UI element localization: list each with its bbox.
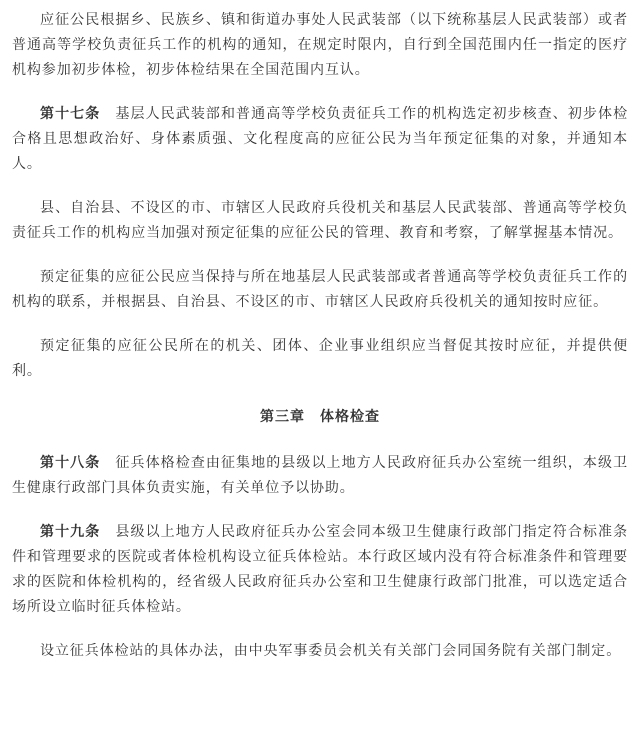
chapter-title: 第三章 体格检查 [260, 409, 380, 425]
paragraph [12, 196, 628, 246]
article-number: 第十九条 [40, 524, 101, 540]
paragraph [12, 265, 628, 315]
paragraph-text: 县级以上地方人民政府征兵办公室会同本级卫生健康行政部门指定符合标准条件和管理要求的医院或者体检机构设立征兵体检站。本行政区域内没有符合标准条件和管理要求的医院和体检机构的，经省级人民政府征兵办公室和卫生健康行政部门批准，可以选定适合场所设立临时征兵体检站。 [12, 524, 628, 615]
article-number: 第十八条 [40, 455, 101, 471]
paragraph-article-17 [12, 102, 628, 177]
paragraph-text: 预定征集的应征公民应当保持与所在地基层人民武装部或者普通高等学校负责征兵工作的机构的联系，并根据县、自治县、不设区的市、市辖区人民政府兵役机关的通知按时应征。 [12, 269, 628, 310]
paragraph-article-18 [12, 451, 628, 501]
paragraph-text: 县、自治县、不设区的市、市辖区人民政府兵役机关和基层人民武装部、普通高等学校负责征兵工作的机构应当加强对预定征集的应征公民的管理、教育和考察，了解掌握基本情况。 [12, 200, 628, 241]
paragraph [12, 334, 628, 384]
article-number: 第十七条 [40, 106, 101, 122]
paragraph-text: 预定征集的应征公民所在的机关、团体、企业事业组织应当督促其按时应征，并提供便利。 [12, 338, 628, 379]
paragraph-text: 设立征兵体检站的具体办法，由中央军事委员会机关有关部门会同国务院有关部门制定。 [40, 643, 622, 659]
paragraph-text: 征兵体格检查由征集地的县级以上地方人民政府征兵办公室统一组织，本级卫生健康行政部门具体负责实施，有关单位予以协助。 [12, 455, 628, 496]
paragraph [12, 8, 628, 83]
paragraph-article-19 [12, 520, 628, 620]
paragraph-text: 应征公民根据乡、民族乡、镇和街道办事处人民武装部（以下统称基层人民武装部）或者普通高等学校负责征兵工作的机构的通知，在规定时限内，自行到全国范围内任一指定的医疗机构参加初步体检，初步体检结果在全国范围内互认。 [12, 12, 628, 78]
paragraph-text: 基层人民武装部和普通高等学校负责征兵工作的机构选定初步核查、初步体检合格且思想政治好、身体素质强、文化程度高的应征公民为当年预定征集的对象，并通知本人。 [12, 106, 628, 172]
paragraph [12, 639, 628, 664]
